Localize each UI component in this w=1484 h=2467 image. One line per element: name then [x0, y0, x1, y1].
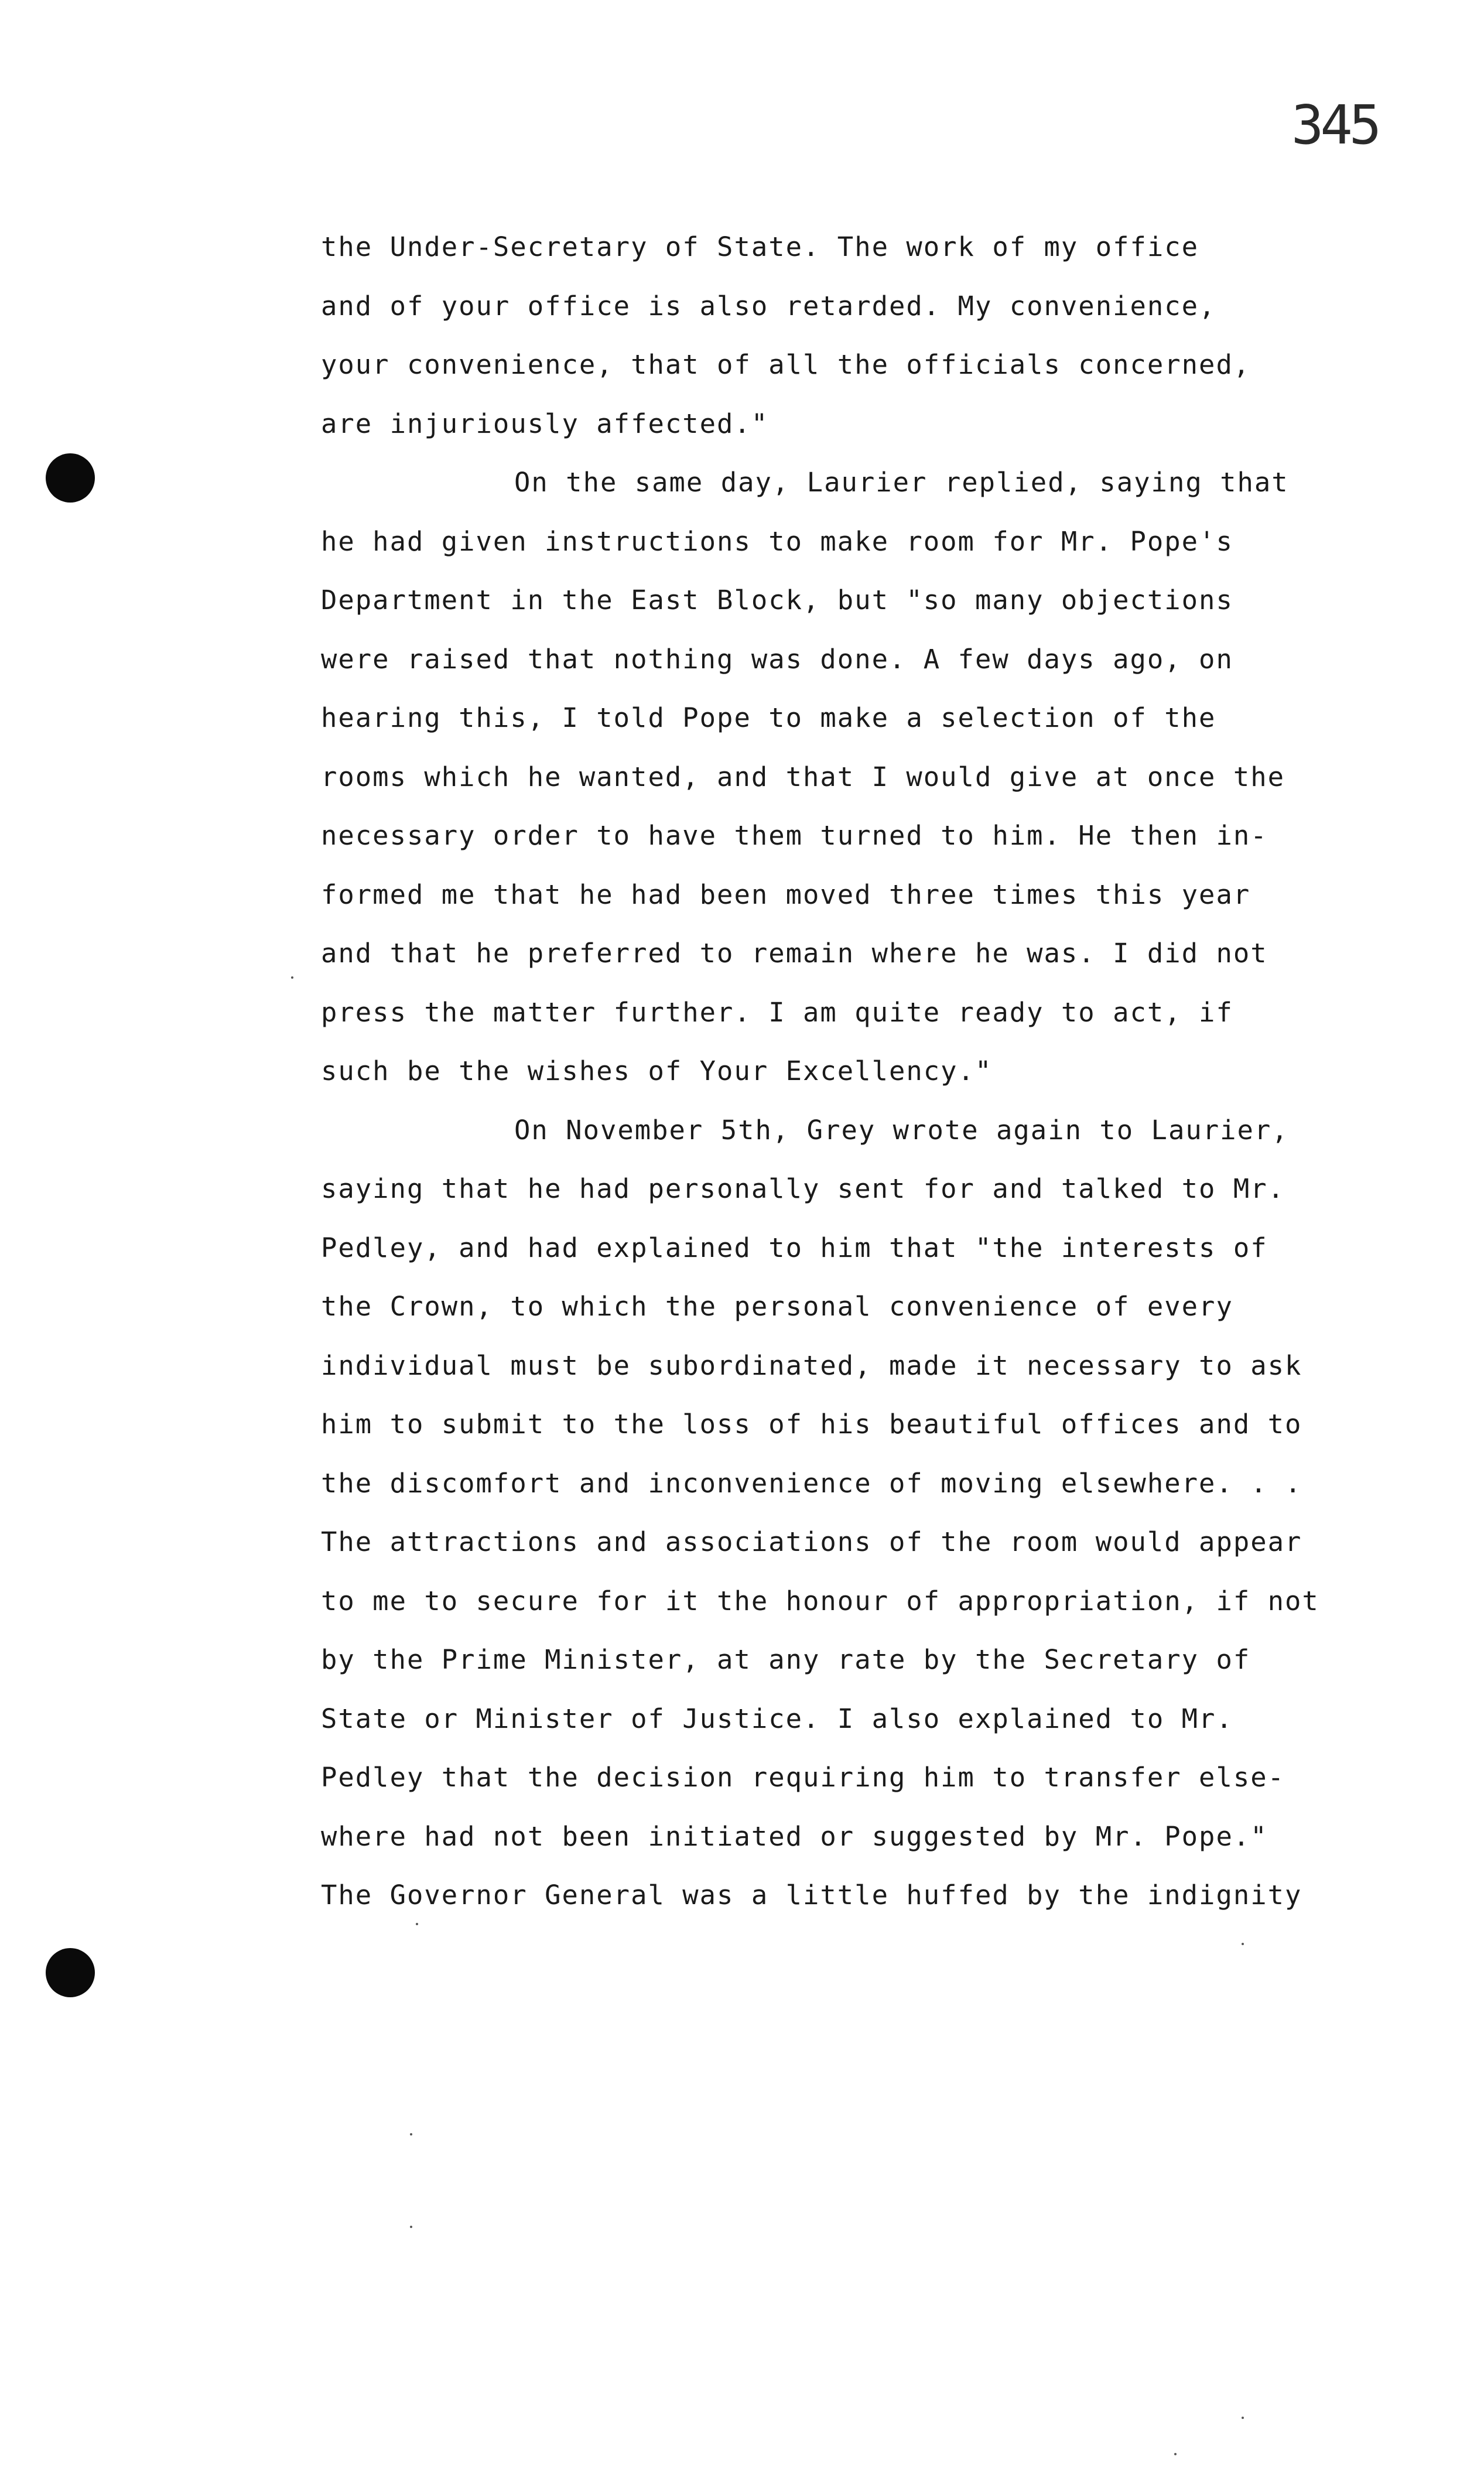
- paper-speck: [1174, 2453, 1177, 2455]
- body-text: [321, 218, 1375, 1925]
- page-number: 345: [1291, 94, 1379, 156]
- text-line: State or Minister of Justice. I also explained to Mr.: [321, 1703, 1233, 1734]
- text-line: and of your office is also retarded. My convenience,: [321, 290, 1216, 322]
- text-line: rooms which he wanted, and that I would give at once the: [321, 761, 1285, 792]
- text-line: and that he preferred to remain where he was. I did not: [321, 938, 1268, 969]
- text-line: he had given instructions to make room for Mr. Pope's: [321, 525, 1233, 557]
- paper-speck: [410, 2133, 412, 2135]
- punch-hole-bottom: [46, 1948, 95, 1997]
- paper-speck: [1242, 2417, 1244, 2419]
- text-line: Pedley, and had explained to him that "the interests of: [321, 1232, 1268, 1263]
- paper-speck: [291, 976, 293, 979]
- text-line: the Crown, to which the personal convenience of every: [321, 1291, 1233, 1322]
- text-line: The attractions and associations of the room would appear: [321, 1526, 1302, 1557]
- text-line: The Governor General was a little huffed by the indignity: [321, 1880, 1302, 1911]
- text-line: the Under-Secretary of State. The work of my office: [321, 231, 1199, 262]
- paragraph-start-line: On the same day, Laurier replied, saying that: [514, 467, 1289, 498]
- text-line: such be the wishes of Your Excellency.": [321, 1055, 993, 1086]
- text-line: press the matter further. I am quite ready to act, if: [321, 996, 1233, 1028]
- text-line: to me to secure for it the honour of appropriation, if not: [321, 1585, 1319, 1617]
- text-line: him to submit to the loss of his beautiful offices and to: [321, 1409, 1302, 1440]
- punch-hole-top: [46, 453, 95, 503]
- text-line: saying that he had personally sent for and talked to Mr.: [321, 1173, 1285, 1204]
- text-line: Pedley that the decision requiring him to transfer else-: [321, 1762, 1285, 1793]
- text-line: formed me that he had been moved three times this year: [321, 879, 1251, 910]
- paper-speck: [1242, 1943, 1244, 1945]
- text-line: hearing this, I told Pope to make a selection of the: [321, 702, 1216, 733]
- text-line: by the Prime Minister, at any rate by the Secretary of: [321, 1644, 1251, 1675]
- text-line: the discomfort and inconvenience of moving elsewhere. . .: [321, 1467, 1302, 1499]
- paper-speck: [416, 1923, 418, 1925]
- text-line: where had not been initiated or suggested by Mr. Pope.": [321, 1820, 1268, 1852]
- text-line: individual must be subordinated, made it necessary to ask: [321, 1349, 1302, 1381]
- text-line: are injuriously affected.": [321, 408, 769, 439]
- text-line: your convenience, that of all the officials concerned,: [321, 349, 1251, 380]
- text-line: necessary order to have them turned to him. He then in-: [321, 820, 1268, 851]
- paper-speck: [410, 2226, 412, 2228]
- paragraph-start-line: On November 5th, Grey wrote again to Laurier,: [514, 1114, 1289, 1146]
- text-line: Department in the East Block, but "so many objections: [321, 585, 1233, 616]
- text-line: were raised that nothing was done. A few days ago, on: [321, 643, 1233, 675]
